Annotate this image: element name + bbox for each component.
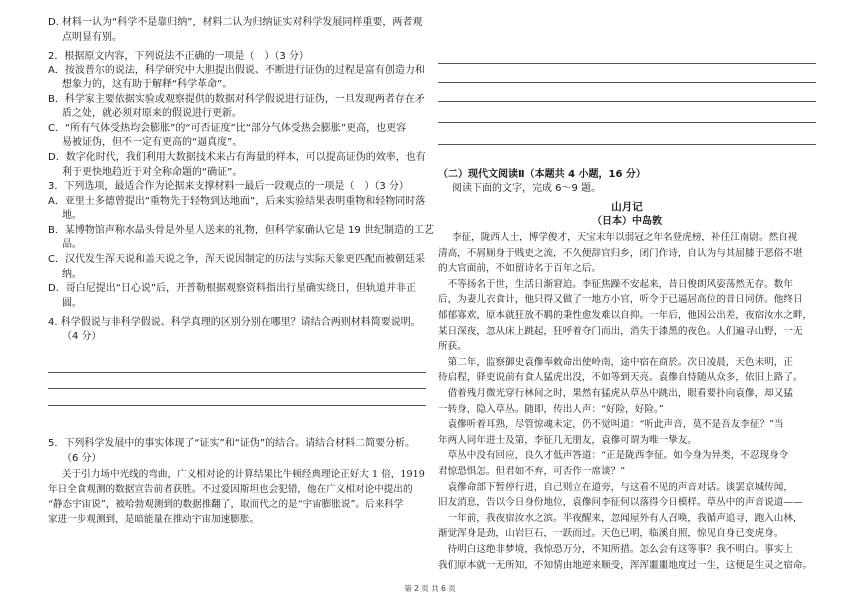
passage-line: 我们原本就一无所知，不知情由地逆来顺受，浑浑噩噩地度过一生，这便是生灵之宿命。	[438, 560, 813, 571]
question-line: A．亚里士多德曾提出“重物先于轻物到达地面”，后来实验结果表明重物和轻物同时落	[48, 196, 426, 207]
passage-line: 借着残月微光穿行林间之时，果然有猛虎从草丛中跳出，眼看要扑向袁傪，却又猛	[438, 388, 793, 399]
question-line: A．按波普尔的说法，科学研究中大胆提出假说、不断进行证伪的过程是富有创造力和	[48, 65, 425, 76]
page-number: 第 2 页 共 6 页	[404, 584, 456, 593]
passage-line: 清高，不屑厕身于贱吏之流，不久便辞官归乡，闭门作诗，自认为与其屈膝于恶俗不堪	[438, 248, 803, 259]
passage-line: 年日全食观测的数据宣告前者获胜。不过爱因斯坦也会犯错，他在广义相对论中提出的	[48, 484, 413, 495]
question-line: B．某博物馆声称水晶头骨是外星人送来的礼物，但科学家确认它是 19 世纪制造的工艺	[48, 225, 434, 236]
answer-line	[438, 63, 816, 64]
question-line: 点明显有别。	[62, 32, 122, 43]
answer-line	[438, 144, 816, 145]
question-line: 地。	[62, 210, 82, 221]
passage-line: 郁郁寡欢，原本就狂放不羁的秉性愈发难以自抑。一年后，他因公出差，夜宿汝水之畔，	[438, 310, 813, 321]
answer-line	[48, 372, 426, 373]
passage-line: 不等扬名于世，生活日渐窘迫。李征焦躁不安起来，昔日俊朗风姿荡然无存。数年	[438, 279, 793, 290]
question-line: 易被证伪，但不一定有更高的“逼真度”。	[62, 137, 243, 148]
question-line: 想象力的，这有助于解释“科学革命”。	[62, 79, 233, 90]
answer-line	[48, 405, 426, 406]
passage-line: 所获。	[438, 341, 467, 352]
passage-line: 一年前，我夜宿汝水之滨。半夜醒来，忽闻屋外有人召唤，我循声追寻，跑入山林，	[438, 513, 803, 524]
passage-line: 关于引力场中光线的弯曲，广义相对论的计算结果比牛顿经典理论正好大 1 倍，1919	[62, 469, 425, 480]
question-line: 3．下列选项，最适合作为论据来支撑材料一最后一段观点的一项是（ ）（3 分）	[48, 181, 409, 192]
passage-line: 一转身，隐入草丛。随即，传出人声：“好险，好险。”	[438, 404, 664, 415]
question-line: B．科学家主要依据实验或观察提供的数据对科学假说进行证伪，一旦发现两者存在矛	[48, 94, 425, 105]
question-line: 5．下列科学发展中的事实体现了“证实”和“证伪”的结合。请结合材料二简要分析。	[48, 438, 416, 449]
question-line: D. 材料一认为“科学不是靠归纳”，材料二认为归纳证实对科学发展同样重要，两者观	[48, 17, 423, 28]
passage-line: 君惊恐惧怎。但君如不弃，可否作一席谈？”	[438, 466, 626, 477]
passage-line: 旧友消息，告以今日身份地位，袁傪问李征何以落得今日模样。草丛中的声音说道——	[438, 497, 803, 508]
answer-line	[48, 388, 426, 389]
passage-line: 的大官面前，不如留诗名于百年之后。	[438, 263, 602, 274]
question-line: D．数字化时代，我们利用大数据技术来占有海量的样本，可以提高证伪的效率，也有	[48, 152, 426, 163]
question-line: （6 分）	[62, 453, 102, 464]
passage-line: 李征，陇西人士，博学俊才，天宝末年以弱冠之年名登虎榜，补任江南尉。然自视	[452, 232, 798, 243]
passage-line: 后，为妻儿衣食计，他只得又做了一地方小官，听令于已逼居高位的昔日同侪。他终日	[438, 294, 803, 305]
question-line: C．“所有气体受热均会膨胀”的“可否证度”比“部分气体受热会膨胀”更高，也更容	[48, 123, 407, 134]
question-line: 品。	[62, 239, 82, 250]
question-line: 圆。	[62, 298, 82, 309]
answer-line	[438, 122, 816, 123]
question-line: 4. 科学假说与非科学假说、科学真理的区别分别在哪里？请结合两则材料简要说明。	[48, 317, 421, 328]
passage-line: 年两人同年进士及第，李征几无朋友，袁傪可谓为唯一挚友。	[438, 435, 698, 446]
question-line: 利于更快地趋近于对全称命题的“确证”。	[62, 167, 243, 178]
passage-line: 家进一步观测到，是暗能量在推动宇宙加速膨胀。	[48, 514, 260, 525]
question-line: 纳。	[62, 269, 82, 280]
answer-line	[438, 82, 816, 83]
instruction-text: 阅读下面的文字，完成 6～9 题。	[452, 183, 602, 194]
passage-line: 渐觉浑身是劲，山岩巨石，一跃而过。天色已明，临溪自照，惊见自身已变虎身。	[438, 528, 784, 539]
passage-line: 某日深夜，忽从床上跳起，狂呼着夺门而出，消失于漆黑的夜色。人们遍寻山野，一无	[438, 326, 803, 337]
answer-line	[438, 101, 816, 102]
question-line: 盾之处，就必须对原来的假说进行更新。	[62, 108, 242, 119]
passage-line: 袁傪命部下暂停行进，自己则立在道旁，与这看不见的声音对话。谈罢京城传闻，	[438, 482, 793, 493]
passage-title: 山月记	[611, 201, 643, 213]
passage-author: （日本）中岛敦	[592, 216, 662, 227]
passage-line: 袁傪听着耳熟，尽管惊魂未定，仍不觉叫道：“听此声音，莫不是吾友李征？”当	[438, 419, 784, 430]
question-line: C．汉代发生浑天说和盖天说之争，浑天说因制定的历法与实际天象更匹配而被朝廷采	[48, 254, 425, 265]
passage-line: 第二年，监察御史袁傪奉敕命出使岭南，途中宿在商於。次日凌晨，天色未明，正	[438, 357, 793, 368]
question-line: D．哥白尼提出“日心说”后，开普勒根据观察资料指出行星确实绕日，但轨道并非正	[48, 283, 417, 294]
question-line: （4 分）	[62, 331, 102, 342]
passage-line: 待明白这绝非梦境，我惊恐万分，不知所措。怎么会有这等事？我不明白。事实上	[438, 544, 793, 555]
section-heading: （二）现代文阅读Ⅱ（本题共 4 小题，16 分）	[438, 169, 646, 180]
question-line: 2．根据原文内容，下列说法不正确的一项是（ ）（3 分）	[48, 51, 309, 62]
passage-line: 待启程，驿吏说前有食人猛虎出没，不如等到天亮。袁傪自恃随从众多，依旧上路了。	[438, 372, 803, 383]
passage-line: “静态宇宙说”，被哈勃观测到的数据推翻了，取而代之的是“宇宙膨胀说”。后来科学	[48, 499, 404, 510]
passage-line: 草丛中没有回应，良久才低声答道：“正是陇西李征。如今身为异类，不忍现身令	[438, 450, 789, 461]
